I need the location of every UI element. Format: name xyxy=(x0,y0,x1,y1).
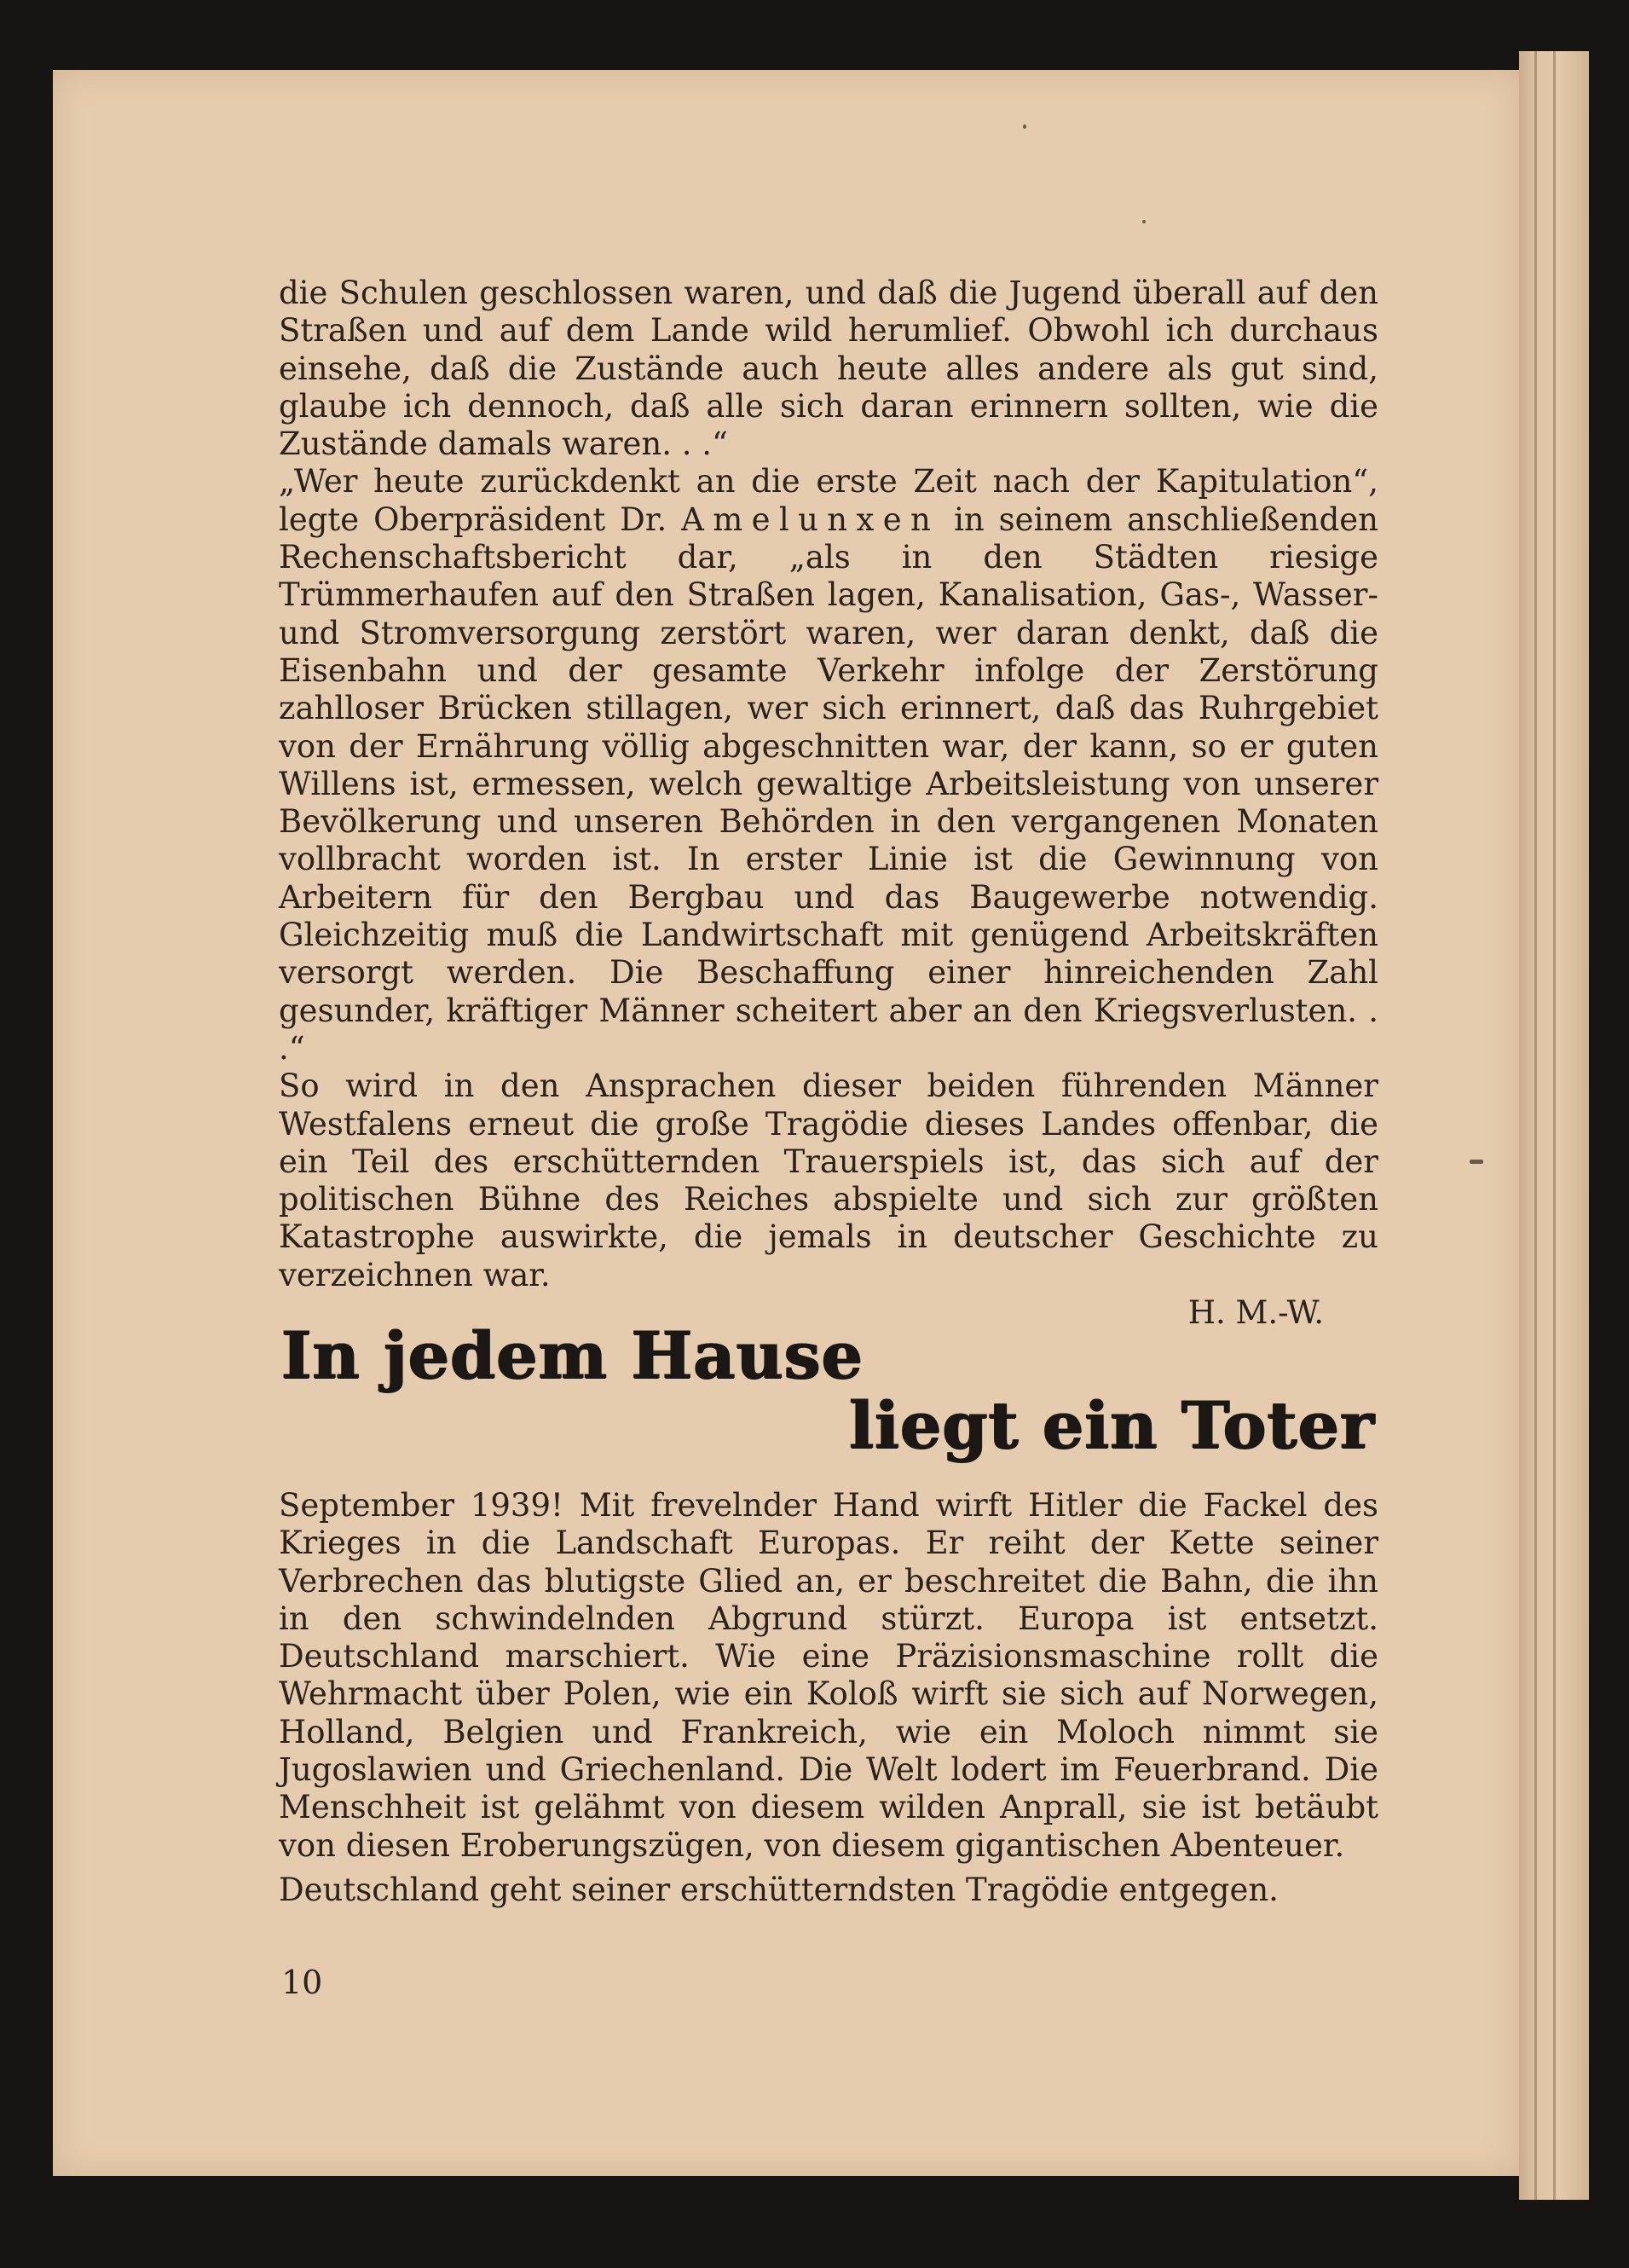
paper-speck xyxy=(1142,220,1146,223)
paragraph: September 1939! Mit frevelnder Hand wirft Hitler die Fackel des Krieges in die Landschaft Europas. Er reiht der Kette seiner Verbrechen das blutigste Glied an, er beschreitet die Bahn, die ihn in den schwindelnden Abgrund stürzt. Europa ist entsetzt. Deutschland marschiert. Wie eine Präzisionsmaschine rollt die Wehrmacht über Polen, wie ein Koloß wirft sie sich auf Norwegen, Holland, Belgien und Frankreich, wie ein Moloch nimmt sie Jugoslawien und Griechenland. Die Welt lodert im Feuerbrand. Die Menschheit ist gelähmt von diesem wilden Anprall, sie ist betäubt von diesen Eroberungszügen, von diesem gigantischen Abenteuer. xyxy=(279,1487,1378,1864)
author-signature: H. M.-W. xyxy=(1187,1294,1324,1332)
page-edge-line xyxy=(1534,51,1537,2200)
paper-speck xyxy=(1470,1160,1483,1164)
quote-rest: in seinem anschließenden Rechenschaftsbericht dar, „als in den Städten riesige Trümmerhaufen auf den Straßen lagen, Kanalisation, Gas-, Wasser- und Stromversorgung zerstört waren, wer daran denkt, daß die Eisenbahn und der gesamte Verkehr infolge der Zerstörung zahlloser Brücken stillagen, wer sich erinnert, daß das Ruhrgebiet von der Ernährung völlig abgeschnitten war, der kann, so er guten Willens ist, ermessen, welch gewaltige Arbeitsleistung von unserer Bevölkerung und unseren Behörden in den vergangenen Monaten vollbracht worden ist. In erster Linie ist die Gewinnung von Arbeitern für den Bergbau und das Baugewerbe notwendig. Gleichzeitig muß die Landwirtschaft mit genügend Arbeitskräften versorgt werden. Die Beschaffung einer hinreichenden Zahl gesunder, kräftiger Männer scheitert aber an den Kriegsverlusten. . .“ xyxy=(279,500,1378,1067)
headline-line-1: In jedem Hause xyxy=(281,1317,864,1393)
paragraph xyxy=(279,463,1378,1067)
quote-intro: „Wer heute zurückdenkt an die erste Zeit nach der Kapitulation“, legte Oberpräsident Dr. xyxy=(279,463,1378,538)
paragraph: Deutschland geht seiner erschütterndsten Tragödie entgegen. xyxy=(279,1871,1279,1908)
article-continuation xyxy=(279,275,1378,1332)
person-name: Amelunxen xyxy=(681,500,940,538)
paper-speck xyxy=(1023,124,1026,129)
paragraph: die Schulen geschlossen waren, und daß die Jugend überall auf den Straßen und auf dem Lande wild herumlief. Obwohl ich durchaus einsehe, daß die Zustände auch heute alles andere als gut sind, glaube ich dennoch, daß alle sich daran erinnern sollten, wie die Zustände damals waren. . .“ xyxy=(279,275,1378,463)
headline-line-2: liegt ein Toter xyxy=(849,1387,1375,1463)
page-edge-line xyxy=(1553,51,1556,2200)
page-number: 10 xyxy=(281,1964,323,2001)
paragraph: So wird in den Ansprachen dieser beiden führenden Männer Westfalens erneut die große Tragödie dieses Landes offenbar, die ein Teil des erschütternden Trauerspiels ist, das sich auf der politischen Bühne des Reiches abspielte und sich zur größten Katastrophe auswirkte, die jemals in deutscher Geschichte zu verzeichnen war. xyxy=(279,1067,1378,1293)
article-body xyxy=(279,1487,1378,1909)
